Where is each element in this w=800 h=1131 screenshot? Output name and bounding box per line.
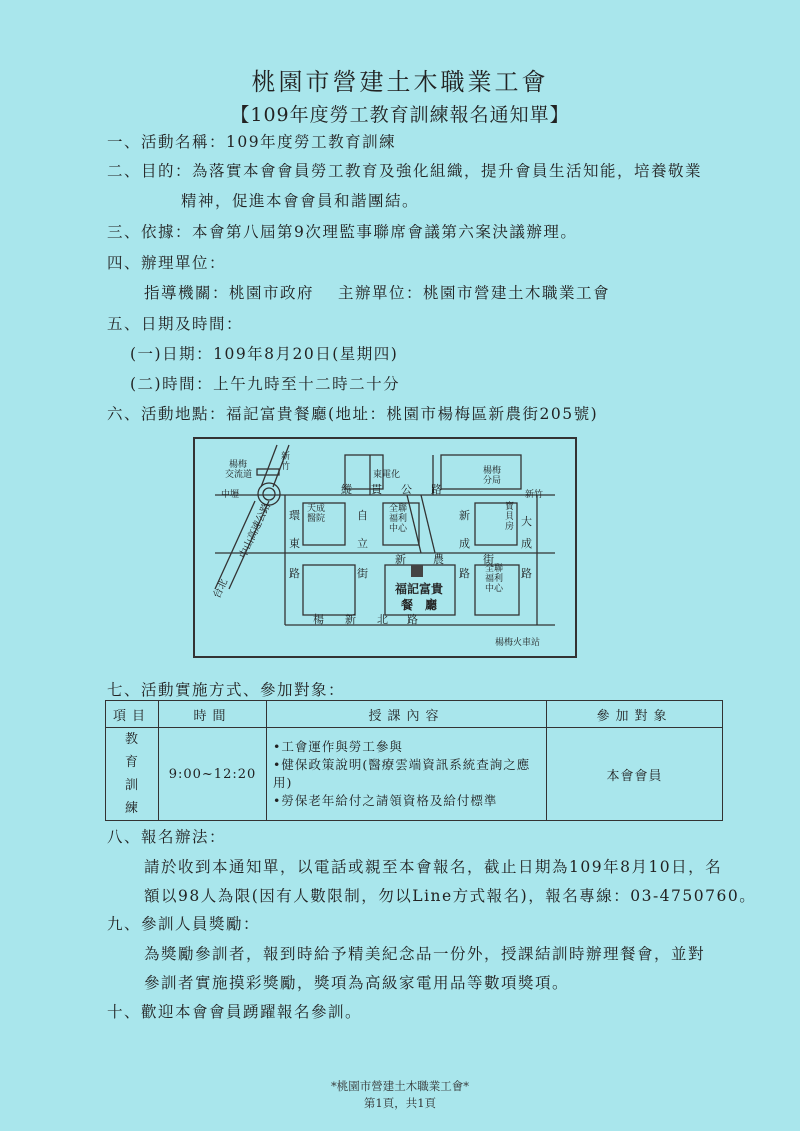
section-activity-name: 一、活動名稱：109年度勞工教育訓練 xyxy=(107,133,397,151)
map-label-restaurant: 餐 廳 xyxy=(401,598,438,612)
map-label-welfare-center-2: 福利 xyxy=(485,574,504,584)
map-label-freeway: 中山高速公路 xyxy=(237,501,274,561)
cell-target: 本會會員 xyxy=(547,728,723,821)
map-label-police: 楊梅 xyxy=(483,466,502,476)
registration-line-2: 額以98人為限(因有人數限制，勿以Line方式報名)，報名專線：03-4750760。 xyxy=(144,887,757,905)
section-rewards: 九、參訓人員獎勵： xyxy=(107,915,261,933)
category-char: 訓 xyxy=(124,778,139,793)
cell-time: 9:00~12:20 xyxy=(159,728,267,821)
map-label-small: 寶 xyxy=(505,502,515,512)
map-label-welfare-center: 中心 xyxy=(389,524,408,534)
content-item-text: 勞保老年給付之請領資格及給付標準 xyxy=(281,793,498,808)
road-label-zongguan: 縱 xyxy=(341,483,352,496)
road-label-xincheng: 新 xyxy=(459,509,470,522)
road-label-xinnong: 新 xyxy=(395,553,406,566)
footer-org: *桃園市營建土木職業工會* xyxy=(331,1079,469,1093)
interchange-ring-inner xyxy=(263,488,275,500)
table-header-row xyxy=(106,701,723,728)
road-label-xinnong: 街 xyxy=(483,553,494,566)
content-item-text: 工會運作與勞工參與 xyxy=(281,739,403,754)
road-label-dacheng: 路 xyxy=(521,567,532,580)
event-time: (二)時間：上午九時至十二時二十分 xyxy=(130,375,401,393)
map-drawing xyxy=(195,439,575,656)
rewards-line-1: 為獎勵參訓者，報到時給予精美紀念品一份外，授課結訓時辦理餐會，並對 xyxy=(144,945,706,963)
road-label-xincheng: 路 xyxy=(459,567,470,580)
map-label-welfare-center: 全聯 xyxy=(389,504,408,514)
section-purpose-cont: 精神，促進本會會員和諧團結。 xyxy=(181,192,420,210)
col-header-item: 項目 xyxy=(106,701,159,728)
map-label-taibei: 台北 xyxy=(211,577,231,601)
map-label-xinzhu: 新 xyxy=(281,452,291,462)
content-item-text: 健保政策說明(醫療雲端資訊系統查詢之應用) xyxy=(273,757,531,790)
registration-line-1: 請於收到本通知單，以電話或親至本會報名，截止日期為109年8月10日，名 xyxy=(144,858,723,876)
col-header-target: 參加對象 xyxy=(547,701,723,728)
section-location: 六、活動地點：福記富貴餐廳(地址：桃園市楊梅區新農街205號) xyxy=(107,405,599,423)
cell-content xyxy=(267,728,547,821)
map-label-hospital: 醫院 xyxy=(307,514,326,524)
map-label-small: 貝 xyxy=(505,512,515,522)
table-row xyxy=(106,728,723,821)
map-label-police: 分局 xyxy=(483,476,502,486)
category-char: 教 xyxy=(124,732,139,747)
road-label-zongguan: 貫 xyxy=(371,483,382,496)
road-label-yangxinbei: 北 xyxy=(377,613,388,626)
road-label-yangxinbei: 楊 xyxy=(313,613,324,626)
map-label-interchange: 交流道 xyxy=(225,470,253,480)
guiding-agency: 指導機關：桃園市政府 xyxy=(144,284,315,302)
section-datetime: 五、日期及時間： xyxy=(107,315,244,333)
block xyxy=(303,565,355,615)
notice-title: 【109年度勞工教育訓練報名通知單】 xyxy=(230,104,570,126)
map-label-xinzhu-right: 新竹 xyxy=(525,490,544,500)
category-char: 育 xyxy=(124,755,139,770)
road-label-zili: 立 xyxy=(357,537,368,550)
block xyxy=(441,455,521,489)
road-label-huandong: 環 xyxy=(289,509,300,522)
org-title: 桃園市營建土木職業工會 xyxy=(251,68,549,96)
category-char: 練 xyxy=(124,801,139,816)
road-label-yangxinbei: 新 xyxy=(345,613,356,626)
col-header-content: 授課內容 xyxy=(267,701,547,728)
road-label-huandong: 東 xyxy=(289,537,300,550)
section-purpose: 二、目的：為落實本會會員勞工教育及強化組織，提升會員生活知能，培養敬業 xyxy=(107,162,703,180)
map-label-zhongli: 中壢 xyxy=(221,490,240,500)
road-label-xinnong: 農 xyxy=(433,553,444,566)
content-item xyxy=(273,792,540,810)
road-label-zongguan: 公 xyxy=(401,483,412,496)
road-label-zongguan: 路 xyxy=(431,483,442,496)
map-label-hospital: 天成 xyxy=(307,504,326,514)
road-label-zili: 街 xyxy=(357,567,368,580)
map-label-welfare-center-2: 中心 xyxy=(485,584,504,594)
location-map xyxy=(193,437,577,658)
content-item xyxy=(273,756,540,792)
road-label-xincheng: 成 xyxy=(459,537,470,550)
host-agency: 主辦單位：桃園市營建土木職業工會 xyxy=(338,284,611,302)
section-welcome: 十、歡迎本會會員踴躍報名參訓。 xyxy=(107,1003,363,1021)
activity-table xyxy=(105,700,723,821)
restaurant-marker xyxy=(411,565,423,577)
map-label-dongdian: 東電化 xyxy=(373,470,401,480)
event-date: (一)日期：109年8月20日(星期四) xyxy=(130,345,399,363)
cell-category xyxy=(106,728,159,821)
map-label-small: 房 xyxy=(505,522,515,532)
map-label-welfare-center-2: 全聯 xyxy=(485,564,504,574)
section-organizers: 四、辦理單位： xyxy=(107,254,227,272)
section-registration: 八、報名辦法： xyxy=(107,828,227,846)
footer-page-number: 第1頁，共1頁 xyxy=(363,1096,437,1110)
map-label-station: 楊梅火車站 xyxy=(495,638,541,648)
section-basis: 三、依據：本會第八屆第9次理監事聯席會議第六案決議辦理。 xyxy=(107,223,578,241)
road-label-zili: 自 xyxy=(357,509,368,522)
rewards-line-2: 參訓者實施摸彩獎勵，獎項為高級家電用品等數項獎項。 xyxy=(144,974,570,992)
col-header-time: 時間 xyxy=(159,701,267,728)
content-item xyxy=(273,738,540,756)
section-implementation: 七、活動實施方式、參加對象： xyxy=(107,681,346,699)
map-label-xinzhu: 竹 xyxy=(281,462,291,472)
map-label-interchange: 楊梅 xyxy=(229,460,248,470)
road-label-dacheng: 大 xyxy=(521,515,532,528)
road-label-yangxinbei: 路 xyxy=(407,613,418,626)
map-label-restaurant: 福記富貴 xyxy=(395,582,444,596)
road-label-dacheng: 成 xyxy=(521,537,532,550)
map-label-welfare-center: 福利 xyxy=(389,514,408,524)
road-label-huandong: 路 xyxy=(289,567,300,580)
